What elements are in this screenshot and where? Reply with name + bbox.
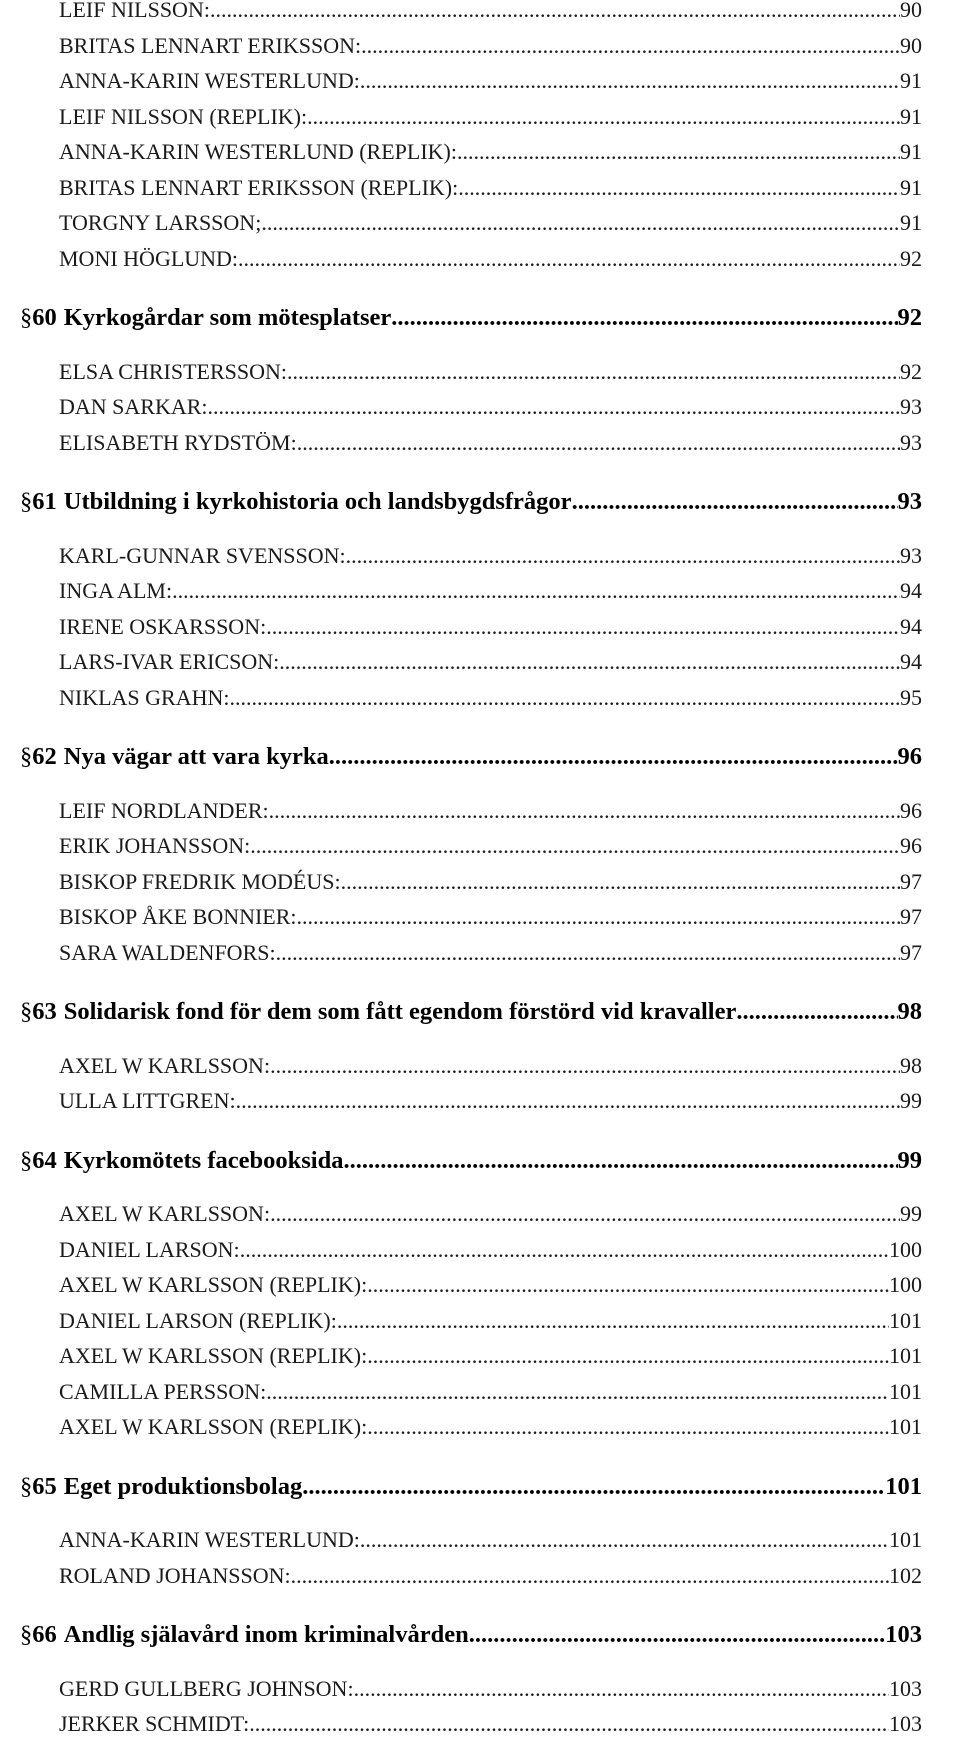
page-number: 91 — [900, 139, 922, 164]
page-number: 103 — [885, 1621, 922, 1648]
dot-leader — [291, 1563, 889, 1589]
dot-leader — [266, 614, 900, 640]
speaker-name: AXEL W KARLSSON (REPLIK): — [59, 1343, 368, 1368]
speaker-name: ANNA-KARIN WESTERLUND: — [59, 1527, 360, 1552]
speaker-name: GERD GULLBERG JOHNSON: — [59, 1675, 354, 1701]
page-number: 92 — [900, 358, 922, 384]
page-number: 100 — [889, 1272, 922, 1297]
dot-leader — [458, 175, 900, 201]
speaker-name: LEIF NORDLANDER: — [59, 797, 269, 823]
speaker-name: ANNA-KARIN WESTERLUND: — [59, 68, 360, 93]
page-number: 90 — [900, 32, 922, 58]
page-number: 101 — [889, 1343, 922, 1368]
section-title: Solidarisk fond för dem som fått egendom förstörd vid kravaller — [63, 998, 737, 1025]
dot-leader — [261, 210, 900, 236]
section-title: Utbildning i kyrkohistoria och landsbygdsfrågor — [63, 488, 572, 515]
toc-section-entry[interactable] — [0, 488, 960, 516]
toc-section-entry[interactable] — [0, 1473, 960, 1501]
page-number: 97 — [900, 868, 922, 894]
toc-speaker-entry[interactable] — [0, 1563, 960, 1589]
dot-leader — [208, 394, 900, 420]
dot-leader — [361, 33, 900, 59]
speaker-name: ERIK JOHANSSON: — [59, 833, 251, 858]
toc-speaker-entry[interactable] — [0, 68, 960, 94]
dot-leader — [287, 359, 900, 385]
section-title: Andlig själavård inom kriminalvården — [63, 1621, 469, 1648]
dot-leader — [457, 139, 900, 165]
speaker-name: ANNA-KARIN WESTERLUND (REPLIK): — [59, 139, 457, 164]
dot-leader — [307, 104, 900, 130]
page-number: 90 — [900, 0, 922, 22]
speaker-name: ELISABETH RYDSTÖM: — [59, 429, 297, 455]
speaker-name: ROLAND JOHANSSON: — [59, 1562, 291, 1588]
toc-speaker-entry[interactable] — [0, 869, 960, 895]
page-number: 101 — [885, 1472, 922, 1500]
dot-leader — [360, 68, 900, 94]
dot-leader — [236, 1088, 900, 1114]
toc-speaker-entry[interactable] — [0, 1237, 960, 1263]
dot-leader — [337, 1308, 889, 1334]
page-number: 93 — [900, 542, 922, 568]
page-number: 96 — [900, 833, 922, 858]
speaker-name: LEIF NILSSON (REPLIK): — [59, 103, 308, 129]
speaker-name: IRENE OSKARSSON: — [59, 613, 267, 639]
dot-leader — [343, 1147, 897, 1175]
speaker-name: DAN SARKAR: — [59, 394, 208, 419]
dot-leader — [354, 1676, 889, 1702]
section-sign-icon: § — [20, 304, 33, 331]
toc-section-entry[interactable] — [0, 1621, 960, 1649]
toc-speaker-entry[interactable] — [0, 246, 960, 272]
dot-leader — [210, 0, 900, 23]
page-number: 93 — [900, 429, 922, 455]
speaker-name: DANIEL LARSON (REPLIK): — [59, 1307, 337, 1333]
page-number: 91 — [900, 210, 922, 235]
toc-speaker-entry[interactable] — [0, 1711, 960, 1737]
page-number: 101 — [889, 1378, 922, 1404]
speaker-name: DANIEL LARSON: — [59, 1236, 240, 1262]
page-number: 101 — [889, 1307, 922, 1333]
page-number: 96 — [900, 797, 922, 823]
speaker-name: NIKLAS GRAHN: — [59, 684, 230, 710]
speaker-name: INGA ALM: — [59, 578, 173, 603]
toc-speaker-entry[interactable] — [0, 685, 960, 711]
dot-leader — [329, 743, 898, 771]
section-number: 63 — [32, 998, 57, 1025]
section-sign-icon: § — [20, 998, 33, 1025]
section-title: Nya vägar att vara kyrka — [63, 743, 329, 770]
dot-leader — [297, 904, 900, 930]
section-sign-icon: § — [20, 488, 33, 515]
dot-leader — [249, 1711, 889, 1737]
section-number: 62 — [32, 743, 57, 770]
section-sign-icon: § — [20, 1146, 33, 1174]
page-number: 102 — [889, 1562, 922, 1588]
page-number: 93 — [900, 394, 922, 419]
toc-speaker-entry[interactable] — [0, 1379, 960, 1405]
toc-speaker-entry[interactable] — [0, 1527, 960, 1553]
section-title: Kyrkomötets facebooksida — [63, 1146, 344, 1174]
toc-speaker-entry[interactable] — [0, 359, 960, 385]
toc-speaker-entry[interactable] — [0, 1053, 960, 1079]
toc-speaker-entry[interactable] — [0, 1676, 960, 1702]
toc-speaker-entry[interactable] — [0, 904, 960, 930]
speaker-name: AXEL W KARLSSON: — [59, 1052, 271, 1078]
toc-speaker-entry[interactable] — [0, 1201, 960, 1227]
page-number: 103 — [889, 1675, 922, 1701]
toc-speaker-entry[interactable] — [0, 33, 960, 59]
speaker-name: AXEL W KARLSSON (REPLIK): — [59, 1272, 368, 1297]
page-number: 97 — [900, 904, 922, 929]
dot-leader — [391, 304, 897, 332]
page-number: 99 — [900, 1088, 922, 1113]
section-sign-icon: § — [20, 1472, 33, 1500]
section-number: 65 — [32, 1472, 57, 1500]
speaker-name: BISKOP ÅKE BONNIER: — [59, 904, 297, 929]
page-number: 96 — [897, 743, 922, 770]
page-number: 97 — [900, 939, 922, 965]
section-title: Eget produktionsbolag — [63, 1472, 303, 1500]
speaker-name: SARA WALDENFORS: — [59, 939, 276, 965]
dot-leader — [297, 430, 900, 456]
speaker-name: JERKER SCHMIDT: — [59, 1711, 250, 1736]
section-sign-icon: § — [20, 743, 33, 770]
speaker-name: ELSA CHRISTERSSON: — [59, 358, 287, 384]
section-number: 64 — [32, 1146, 57, 1174]
dot-leader — [367, 1414, 889, 1440]
dot-leader — [360, 1527, 889, 1553]
page-number: 101 — [889, 1527, 922, 1552]
dot-leader — [346, 543, 900, 569]
page-number: 94 — [900, 578, 922, 603]
dot-leader — [240, 1237, 889, 1263]
toc-speaker-entry[interactable] — [0, 649, 960, 675]
page-number: 101 — [889, 1414, 922, 1439]
page-number: 91 — [900, 68, 922, 93]
speaker-name: LEIF NILSSON: — [59, 0, 210, 22]
speaker-name: KARL-GUNNAR SVENSSON: — [59, 542, 346, 568]
section-number: 61 — [32, 488, 57, 515]
toc-speaker-entry[interactable] — [0, 430, 960, 456]
dot-leader — [341, 869, 900, 895]
dot-leader — [172, 578, 900, 604]
dot-leader — [572, 488, 898, 516]
speaker-name: AXEL W KARLSSON (REPLIK): — [59, 1414, 368, 1439]
dot-leader — [469, 1621, 886, 1649]
toc-section-entry[interactable] — [0, 743, 960, 771]
speaker-name: MONI HÖGLUND: — [59, 245, 239, 271]
dot-leader — [279, 649, 900, 675]
speaker-name: TORGNY LARSSON; — [59, 210, 262, 235]
dot-leader — [367, 1272, 889, 1298]
dot-leader — [302, 1473, 885, 1501]
dot-leader — [250, 833, 900, 859]
toc-section-entry[interactable] — [0, 1147, 960, 1175]
toc-speaker-entry[interactable] — [0, 210, 960, 236]
speaker-name: ULLA LITTGREN: — [59, 1088, 236, 1113]
toc-speaker-entry[interactable] — [0, 578, 960, 604]
section-number: 60 — [32, 304, 57, 331]
dot-leader — [270, 1053, 900, 1079]
toc-speaker-entry[interactable] — [0, 139, 960, 165]
section-sign-icon: § — [20, 1621, 33, 1648]
toc-speaker-entry[interactable] — [0, 104, 960, 130]
dot-leader — [230, 685, 901, 711]
speaker-name: BRITAS LENNART ERIKSSON: — [59, 32, 362, 58]
toc-speaker-entry[interactable] — [0, 1088, 960, 1114]
toc-speaker-entry[interactable] — [0, 394, 960, 420]
page-number: 98 — [900, 1052, 922, 1078]
dot-leader — [238, 246, 900, 272]
page-number: 94 — [900, 649, 922, 674]
page-number: 93 — [897, 488, 922, 515]
toc-speaker-entry[interactable] — [0, 175, 960, 201]
section-number: 66 — [32, 1621, 57, 1648]
dot-leader — [270, 1201, 900, 1227]
toc-speaker-entry[interactable] — [0, 543, 960, 569]
speaker-name: CAMILLA PERSSON: — [59, 1378, 267, 1404]
dot-leader — [269, 798, 900, 824]
toc-speaker-entry[interactable] — [0, 1308, 960, 1334]
toc-speaker-entry[interactable] — [0, 798, 960, 824]
toc-section-entry[interactable] — [0, 304, 960, 332]
dot-leader — [367, 1343, 889, 1369]
toc-speaker-entry[interactable] — [0, 1272, 960, 1298]
dot-leader — [736, 998, 897, 1026]
speaker-name: AXEL W KARLSSON: — [59, 1201, 271, 1226]
dot-leader — [276, 940, 900, 966]
speaker-name: BISKOP FREDRIK MODÉUS: — [59, 868, 341, 894]
page-number: 100 — [889, 1236, 922, 1262]
speaker-name: BRITAS LENNART ERIKSSON (REPLIK): — [59, 174, 459, 200]
page-number: 94 — [900, 613, 922, 639]
page-number: 98 — [897, 998, 922, 1025]
toc-speaker-entry[interactable] — [0, 1343, 960, 1369]
toc-speaker-entry[interactable] — [0, 940, 960, 966]
page-number: 103 — [889, 1711, 922, 1736]
page-number: 99 — [897, 1146, 922, 1174]
page-number: 92 — [897, 304, 922, 331]
speaker-name: LARS-IVAR ERICSON: — [59, 649, 280, 674]
dot-leader — [266, 1379, 889, 1405]
page-number: 91 — [900, 103, 922, 129]
toc-speaker-entry[interactable] — [0, 614, 960, 640]
toc-speaker-entry[interactable] — [0, 833, 960, 859]
page-number: 91 — [900, 174, 922, 200]
page-number: 92 — [900, 245, 922, 271]
page-number: 95 — [900, 684, 922, 710]
toc-speaker-entry[interactable] — [0, 1414, 960, 1440]
toc-section-entry[interactable] — [0, 998, 960, 1026]
section-title: Kyrkogårdar som mötesplatser — [63, 304, 392, 331]
toc-speaker-entry[interactable] — [0, 0, 960, 23]
page-number: 99 — [900, 1201, 922, 1226]
